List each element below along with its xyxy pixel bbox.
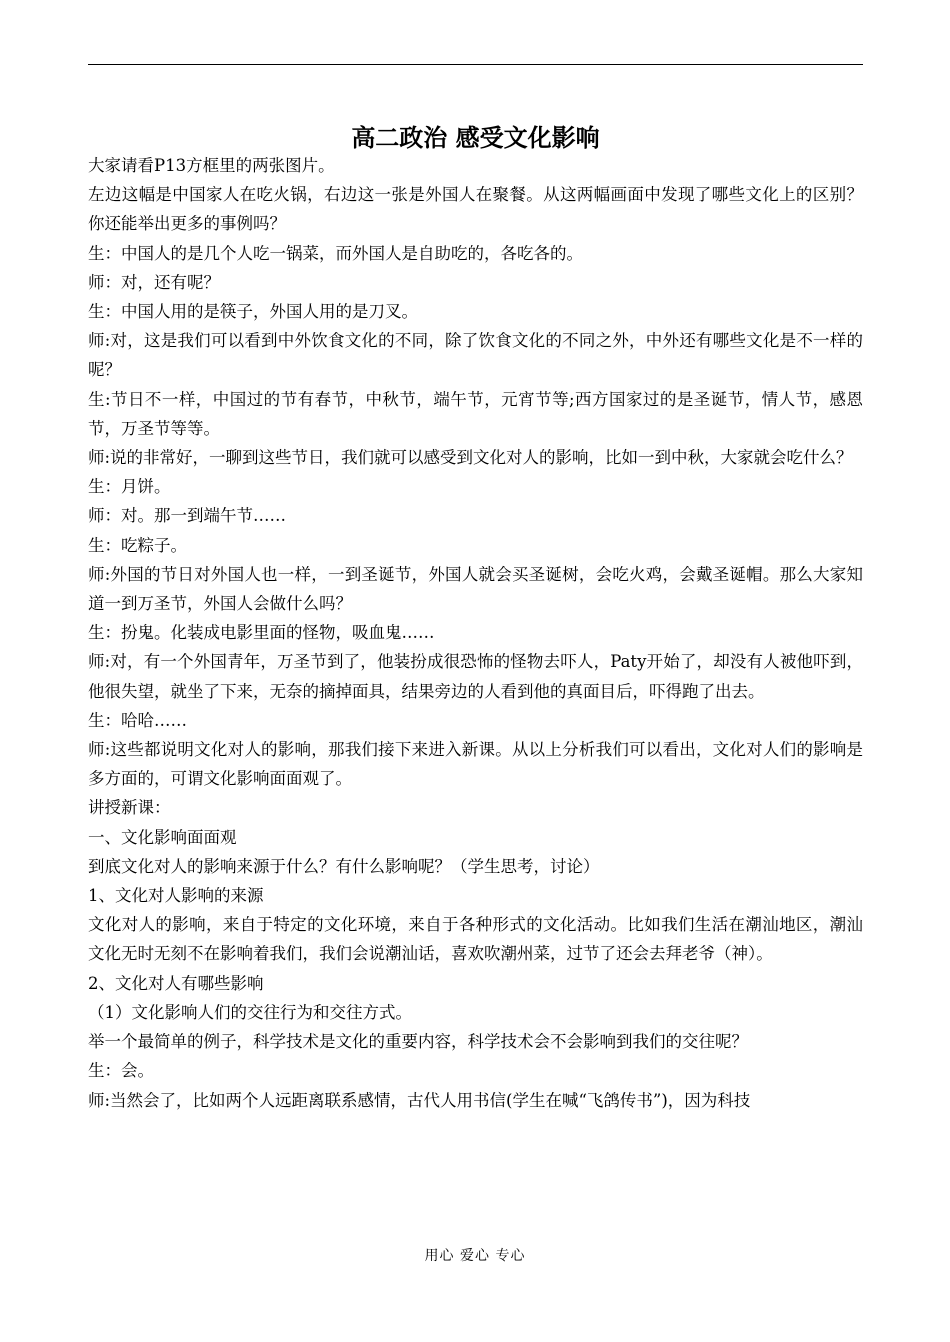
- paragraph: 师:对，有一个外国青年，万圣节到了，他装扮成很恐怖的怪物去吓人，Paty开始了，却没有人被他吓到，他很失望，就坐了下来，无奈的摘掉面具，结果旁边的人看到他的真面目后，吓得跑了出去。: [88, 652, 863, 701]
- paragraph: 生：扮鬼。化装成电影里面的怪物，吸血鬼……: [88, 623, 435, 643]
- paragraph: 一、文化影响面面观: [88, 827, 237, 847]
- paragraph: 左边这幅是中国家人在吃火锅，右边这一张是外国人在聚餐。从这两幅画面中发现了哪些文化上的区别？你还能举出更多的事例吗？: [88, 185, 863, 234]
- page-footer: 用心 爱心 专心: [424, 1248, 526, 1264]
- paragraph: 生：吃粽子。: [88, 535, 187, 555]
- paragraph: 师：对。那一到端午节……: [88, 506, 286, 526]
- paragraph: 生：哈哈……: [88, 710, 187, 730]
- paragraph: 生:节日不一样，中国过的节有春节，中秋节，端午节，元宵节等;西方国家过的是圣诞节，情人节，感恩节，万圣节等等。: [88, 389, 863, 438]
- paragraph: 文化对人的影响，来自于特定的文化环境，来自于各种形式的文化活动。比如我们生活在潮汕地区，潮汕文化无时无刻不在影响着我们，我们会说潮汕话，喜欢吹潮州菜，过节了还会去拜老爷（神）。: [88, 915, 863, 964]
- paragraph: 师:外国的节日对外国人也一样，一到圣诞节，外国人就会买圣诞树，会吃火鸡，会戴圣诞帽。那么大家知道一到万圣节，外国人会做什么吗？: [88, 564, 863, 614]
- paragraph: （1）文化影响人们的交往行为和交往方式。: [88, 1002, 412, 1022]
- paragraph: 生：会。: [88, 1061, 154, 1081]
- paragraph: 生：中国人的是几个人吃一锅菜，而外国人是自助吃的，各吃各的。: [88, 243, 583, 263]
- document-body: [88, 151, 863, 1115]
- paragraph: 师:当然会了，比如两个人远距离联系感情，古代人用书信(学生在喊“飞鸽传书”)，因为科技: [88, 1090, 751, 1110]
- paragraph: 2、文化对人有哪些影响: [88, 973, 264, 993]
- paragraph: 1、文化对人影响的来源: [88, 886, 264, 906]
- paragraph: 师:对，这是我们可以看到中外饮食文化的不同，除了饮食文化的不同之外，中外还有哪些文化是不一样的呢？: [88, 331, 863, 380]
- header-rule: [88, 64, 863, 65]
- paragraph: 生：月饼。: [88, 477, 171, 497]
- paragraph: 举一个最简单的例子，科学技术是文化的重要内容，科学技术会不会影响到我们的交往呢？: [88, 1032, 748, 1052]
- paragraph: 师：对，还有呢？: [88, 272, 220, 292]
- paragraph: 大家请看P13方框里的两张图片。: [88, 156, 335, 175]
- paragraph: 生：中国人用的是筷子，外国人用的是刀叉。: [88, 302, 418, 322]
- document-title: 高二政治 感受文化影响: [351, 124, 600, 152]
- paragraph: 师:说的非常好，一聊到这些节日，我们就可以感受到文化对人的影响，比如一到中秋，大家就会吃什么？: [88, 448, 853, 468]
- paragraph: 讲授新课：: [88, 798, 171, 818]
- paragraph: 师:这些都说明文化对人的影响，那我们接下来进入新课。从以上分析我们可以看出，文化对人们的影响是多方面的，可谓文化影响面面观了。: [88, 740, 863, 789]
- paragraph: 到底文化对人的影响来源于什么？有什么影响呢？（学生思考，讨论）: [88, 856, 600, 876]
